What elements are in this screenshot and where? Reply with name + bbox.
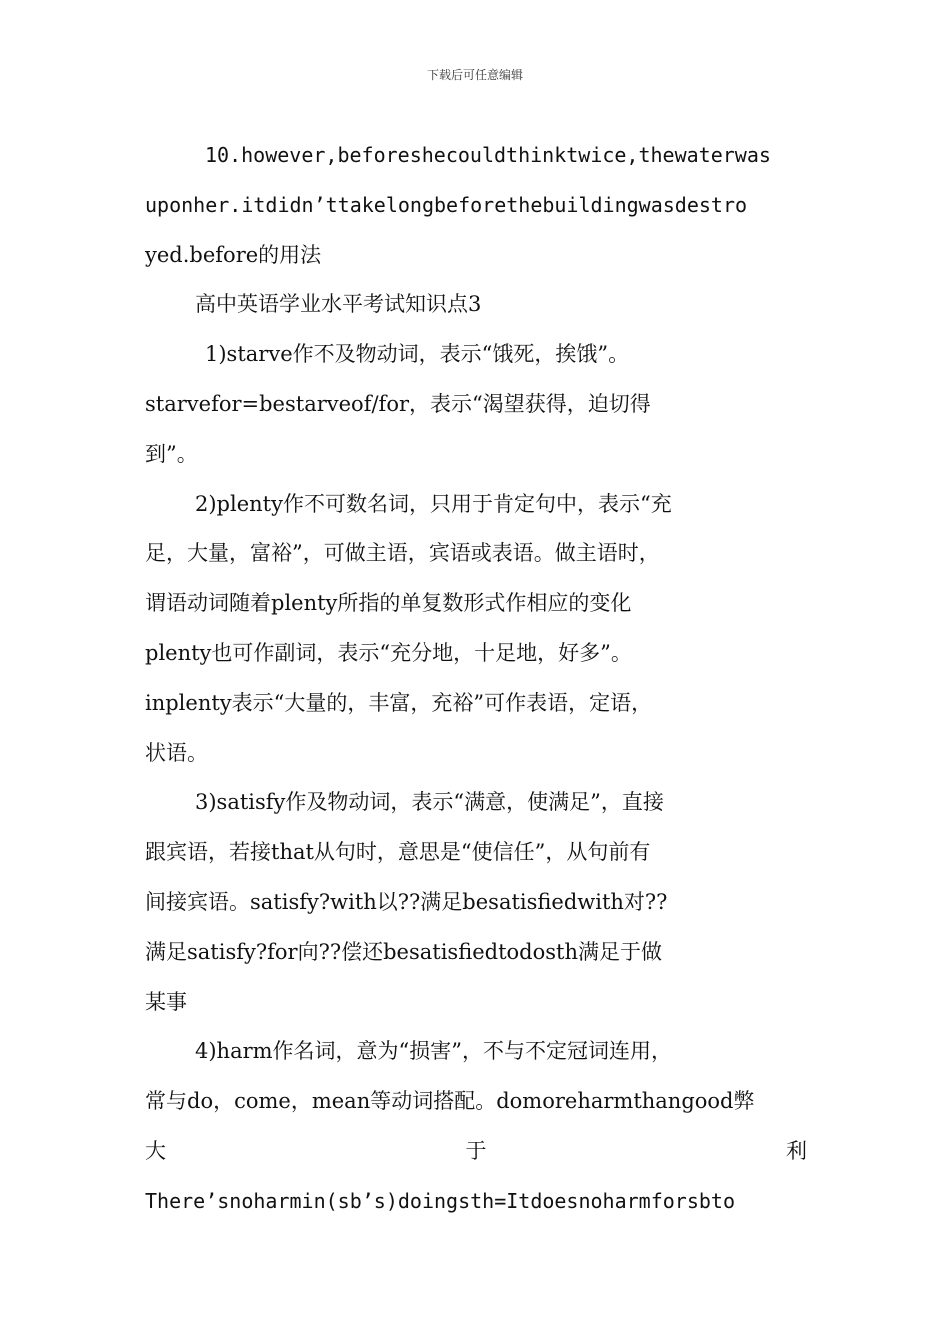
text-line: 2)plenty作不可数名词，只用于肯定句中，表示“充 [195,491,672,516]
section-title: 高中英语学业水平考试知识点3 [195,292,482,317]
spread-line [145,1127,807,1177]
text-line: starvefor=bestarveof/for，表示“渴望获得，迫切得 [145,391,651,416]
header-note: 下载后可任意编辑 [426,68,523,82]
text-line: There’snoharmin(sb’s)doingsth=Itdoesnoharmforsbto [145,1188,736,1213]
spread-char: 大 [145,1138,166,1163]
text-line: plenty也可作副词，表示“充分地，十足地，好多”。 [145,640,632,665]
text-line: 1)starve作不及物动词，表示“饿死，挨饿”。 [205,342,630,367]
text-line: uponher.itdidn’ttakelongbeforethebuildingwasdestro [145,192,748,217]
text-line: inplenty表示“大量的，丰富，充裕”可作表语，定语， [145,690,653,715]
text-line: 满足satisfy?for向??偿还besatisfiedtodosth满足于做 [145,939,662,964]
text-line: 状语。 [145,740,208,765]
text-line: 3)satisfy作及物动词，表示“满意，使满足”，直接 [195,790,664,815]
text-line: 到”。 [145,441,198,466]
text-line: 常与do，come，mean等动词搭配。domoreharmthangood弊 [145,1089,755,1114]
spread-char: 于 [465,1138,487,1163]
text-line: 间接宾语。satisfy?with以??满足besatisfiedwith对?? [145,889,668,914]
text-line: yed.before的用法 [145,242,322,267]
text-line: 足，大量，富裕”，可做主语，宾语或表语。做主语时， [145,541,660,566]
text-line: 4)harm作名词，意为“损害”，不与不定冠词连用， [195,1039,673,1064]
body-text [145,131,807,1227]
text-line: 10.however,beforeshecouldthinktwice,thewaterwas [205,143,771,167]
spread-char: 利 [786,1138,807,1163]
text-line: 谓语动词随着plenty所指的单复数形式作相应的变化 [145,591,632,616]
text-line: 某事 [145,989,187,1014]
text-line: 跟宾语，若接that从句时，意思是“使信任”，从句前有 [145,840,651,865]
